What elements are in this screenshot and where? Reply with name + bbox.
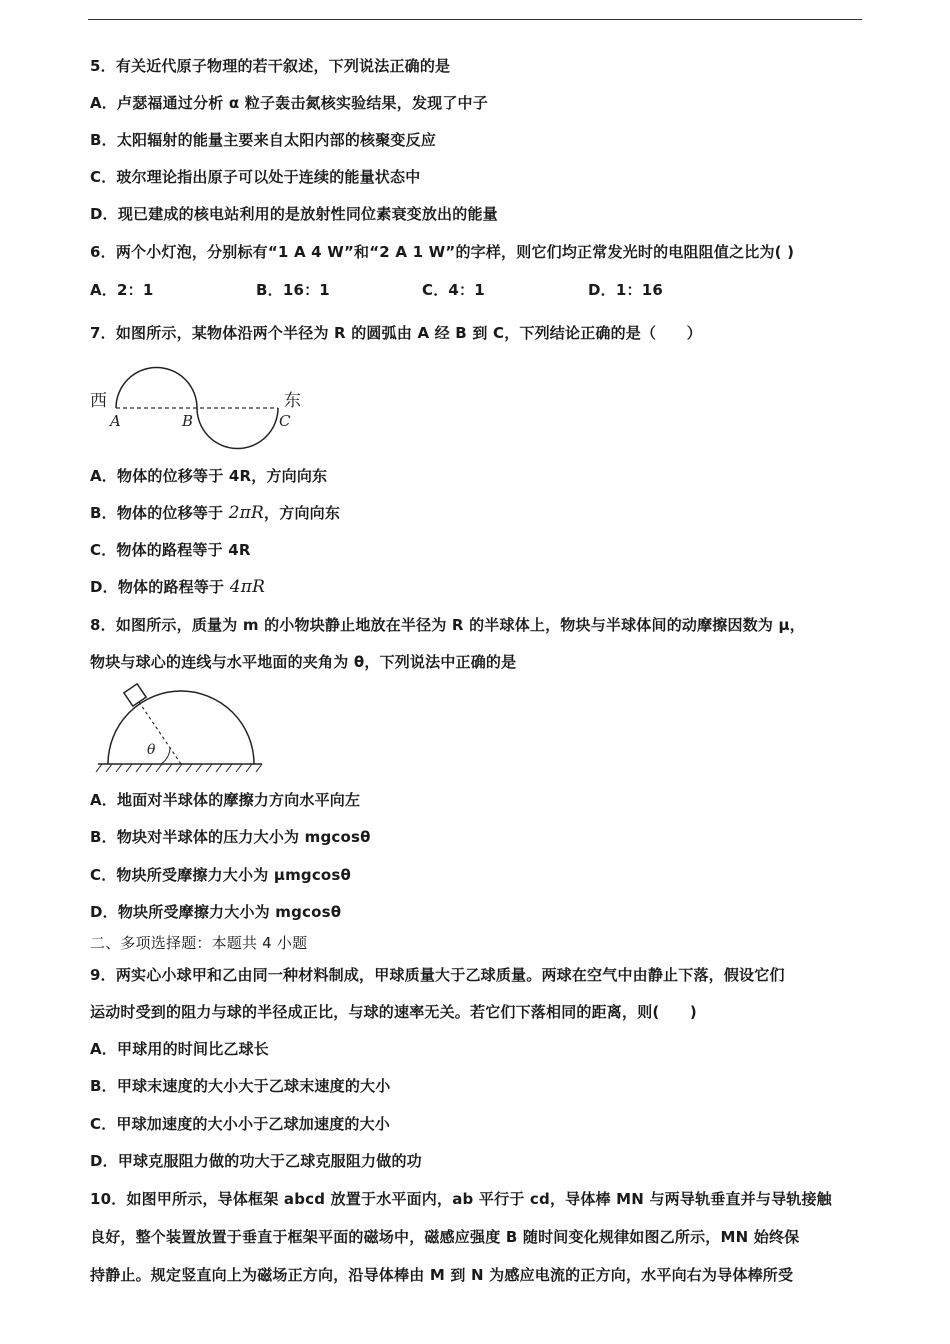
- q6-option-d: D．1：16: [588, 281, 663, 299]
- q9-option-c: C．甲球加速度的大小小于乙球加速度的大小: [90, 1115, 391, 1133]
- q8-radius-line: [139, 702, 181, 764]
- q5-option-b: B．太阳辐射的能量主要来自太阳内部的核聚变反应: [90, 131, 437, 149]
- q7-lower-arc: [197, 408, 278, 449]
- q8-block: [124, 684, 146, 706]
- q9-option-a: A．甲球用的时间比乙球长: [90, 1040, 270, 1058]
- q8-ground-hatching: [96, 764, 262, 772]
- q8-fig-theta: θ: [147, 742, 156, 758]
- q7-option-b: [90, 502, 340, 523]
- q8-stem-line1: 8．如图所示，质量为 m 的小物块静止地放在半径为 R 的半球体上，物块与半球体间的动摩擦因数为 μ，: [90, 616, 805, 634]
- q10-line3: 持静止。规定竖直向上为磁场正方向，沿导体棒由 M 到 N 为感应电流的正方向，水平向右为导体棒所受: [90, 1266, 794, 1284]
- q7-option-c: C．物体的路程等于 4R: [90, 541, 251, 559]
- q7-option-b-text: B．物体的位移等于: [90, 504, 229, 522]
- q6-options: [90, 279, 754, 300]
- q9-stem-line1: 9．两实心小球甲和乙由同一种材料制成，甲球质量大于乙球质量。两球在空气中由静止下落，假设它们: [90, 966, 785, 984]
- q9-stem-line2: 运动时受到的阻力与球的半径成正比，与球的速率无关。若它们下落相同的距离，则( ): [90, 1003, 697, 1021]
- q5-option-d: D．现已建成的核电站利用的是放射性同位素衰变放出的能量: [90, 205, 498, 223]
- q7-option-d-math: 4πR: [229, 577, 266, 597]
- q6-stem: 6．两个小灯泡，分别标有“1 A 4 W”和“2 A 1 W”的字样，则它们均正常发光时的电阻阻值之比为( ): [90, 243, 795, 261]
- q10-line2: 良好，整个装置放置于垂直于框架平面的磁场中，磁感应强度 B 随时间变化规律如图乙所示，MN 始终保: [90, 1228, 800, 1246]
- q9-option-d: D．甲球克服阻力做的功大于乙球克服阻力做的功: [90, 1152, 422, 1170]
- q7-fig-west: 西: [90, 391, 107, 411]
- q8-hemisphere-figure: [92, 682, 267, 777]
- q7-option-a: A．物体的位移等于 4R，方向向东: [90, 467, 328, 485]
- q7-fig-c: C: [279, 412, 291, 430]
- q8-angle-arc: [161, 748, 170, 764]
- q7-fig-a: A: [110, 412, 121, 430]
- q6-option-a: A．2：1: [90, 281, 154, 299]
- q10-line1: 10．如图甲所示，导体框架 abcd 放置于水平面内，ab 平行于 cd，导体棒 MN 与两导轨垂直并与导轨接触: [90, 1190, 832, 1208]
- section-2-heading: 二、多项选择题：本题共 4 小题: [90, 934, 308, 952]
- q8-option-d: D．物块所受摩擦力大小为 mgcosθ: [90, 903, 342, 921]
- q6-option-b: B．16：1: [256, 281, 330, 299]
- q6-option-c: C．4：1: [422, 281, 485, 299]
- q8-stem-line2: 物块与球心的连线与水平地面的夹角为 θ，下列说法中正确的是: [90, 653, 517, 671]
- q5-option-c: C．玻尔理论指出原子可以处于连续的能量状态中: [90, 168, 421, 186]
- q5-stem: 5．有关近代原子物理的若干叙述，下列说法正确的是: [90, 57, 451, 75]
- q7-option-d: [90, 576, 265, 597]
- q8-option-c: C．物块所受摩擦力大小为 μmgcosθ: [90, 866, 352, 884]
- header-rule: [88, 19, 862, 20]
- q7-option-b-suffix: ，方向向东: [264, 504, 341, 522]
- q8-option-b: B．物块对半球体的压力大小为 mgcosθ: [90, 828, 371, 846]
- q7-fig-b: B: [182, 412, 194, 430]
- q7-stem: 7．如图所示，某物体沿两个半径为 R 的圆弧由 A 经 B 到 C，下列结论正确的是（ ）: [90, 324, 702, 342]
- q5-option-a: A．卢瑟福通过分析 α 粒子轰击氮核实验结果，发现了中子: [90, 94, 488, 112]
- q7-option-b-math: 2πR: [228, 503, 265, 523]
- q7-upper-arc: [116, 368, 197, 409]
- q8-option-a: A．地面对半球体的摩擦力方向水平向左: [90, 791, 361, 809]
- q7-option-d-text: D．物体的路程等于: [90, 578, 230, 596]
- q7-arc-figure: [86, 360, 316, 455]
- q9-option-b: B．甲球末速度的大小大于乙球末速度的大小: [90, 1077, 391, 1095]
- q7-fig-east: 东: [284, 391, 301, 411]
